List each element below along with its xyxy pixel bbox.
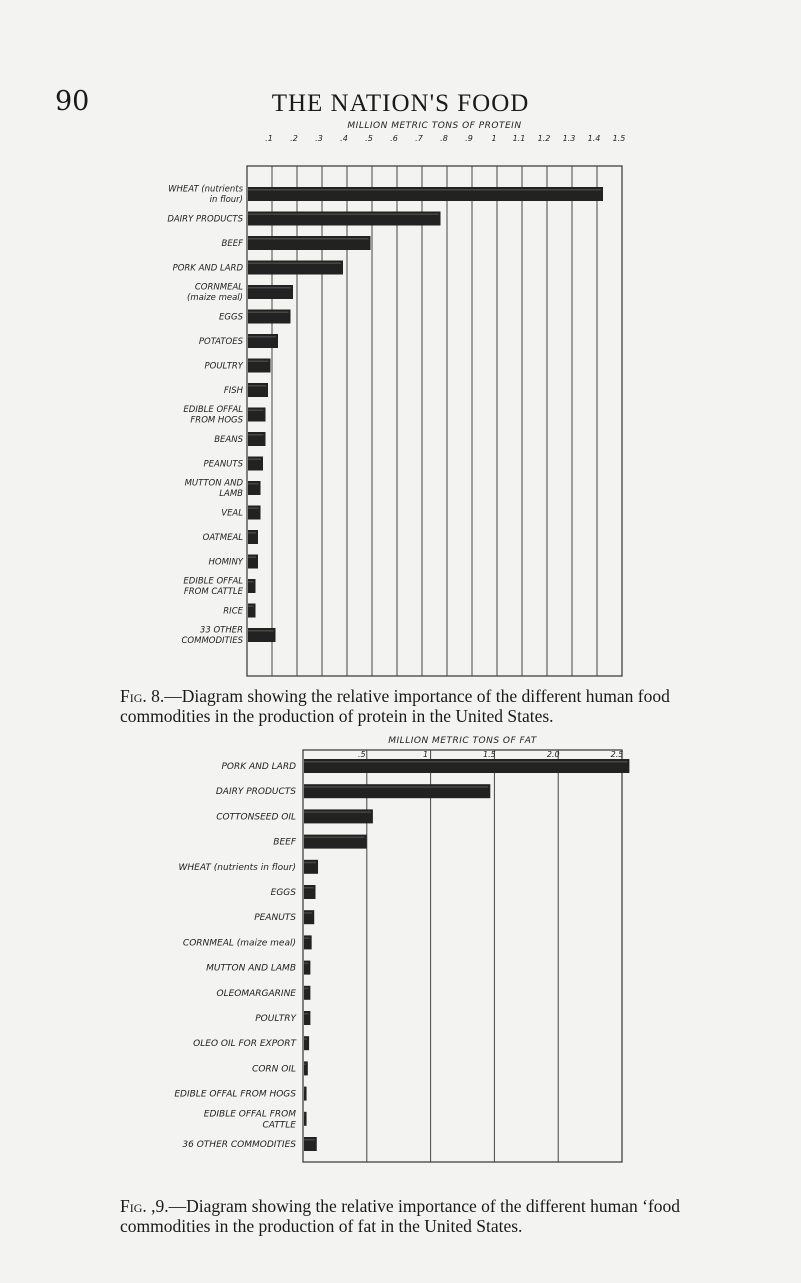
- category-label-line: PEANUTS: [254, 913, 296, 924]
- x-tick-label: .9: [465, 134, 473, 143]
- category-label: [219, 312, 244, 322]
- x-tick-label: 1: [491, 134, 497, 143]
- bar-highlight: [248, 410, 264, 412]
- category-label: [167, 214, 243, 224]
- category-label-line: in flour): [209, 195, 243, 206]
- bar-highlight: [304, 1013, 308, 1015]
- category-label-line: HOMINY: [208, 557, 243, 568]
- bar-highlight: [304, 1038, 307, 1040]
- category-label-line: RICE: [223, 606, 243, 617]
- x-tick-label: .6: [390, 134, 398, 143]
- category-label-line: EDIBLE OFFAL: [183, 576, 243, 587]
- category-label: [216, 787, 296, 797]
- category-label: [214, 435, 243, 445]
- category-label-line: BEANS: [214, 434, 243, 445]
- chart-title: MILLION METRIC TONS OF FAT: [388, 736, 537, 746]
- category-label: [181, 626, 243, 647]
- category-label-line: EDIBLE OFFAL FROM HOGS: [174, 1089, 296, 1100]
- bar-highlight: [304, 837, 365, 839]
- category-label: [222, 239, 244, 249]
- category-label: [203, 533, 244, 543]
- bar-highlight: [304, 988, 308, 990]
- category-label-line: (maize meal): [187, 293, 243, 304]
- x-tick-label: 1: [423, 750, 429, 759]
- x-tick-label: .4: [340, 134, 348, 143]
- category-label: [183, 938, 296, 948]
- bar-highlight: [248, 508, 259, 510]
- x-tick-label: .5: [365, 134, 373, 143]
- category-label: [185, 479, 244, 500]
- x-tick-label: 2.0: [546, 750, 560, 759]
- x-tick-label: .5: [357, 750, 366, 759]
- category-label-line: BEEF: [221, 238, 243, 249]
- category-label-line: FROM HOGS: [190, 415, 243, 426]
- category-label-line: COTTONSEED OIL: [216, 812, 296, 823]
- category-label-line: CATTLE: [262, 1120, 296, 1131]
- category-label: [223, 606, 243, 616]
- category-label-line: MUTTON AND LAMB: [206, 963, 296, 974]
- bar-highlight: [304, 1089, 305, 1091]
- category-label-line: DAIRY PRODUCTS: [167, 214, 243, 225]
- protein-chart: [167, 121, 625, 676]
- bar-highlight: [304, 1139, 315, 1141]
- bar-highlight: [248, 361, 269, 363]
- category-label-line: POULTRY: [255, 1014, 296, 1024]
- category-label-line: EDIBLE OFFAL: [183, 405, 243, 416]
- figure-9-caption: [120, 1196, 740, 1236]
- category-label-line: PORK AND LARD: [172, 263, 243, 274]
- category-label-line: POTATOES: [198, 336, 243, 347]
- bar-highlight: [248, 214, 439, 216]
- category-label-line: POULTRY: [204, 361, 243, 372]
- running-head: THE NATION'S FOOD: [271, 90, 530, 117]
- bar-highlight: [248, 385, 266, 387]
- bar-highlight: [248, 606, 254, 608]
- category-label: [174, 1090, 296, 1100]
- bar-highlight: [248, 557, 256, 559]
- figure-8-caption: [120, 686, 740, 726]
- category-label: [204, 459, 244, 469]
- bar-highlight: [248, 434, 264, 436]
- figure-8-label: Fig.: [120, 686, 147, 706]
- category-label-line: OATMEAL: [202, 532, 243, 543]
- category-label-line: EGGS: [219, 312, 243, 323]
- x-tick-label: 1.5: [612, 134, 626, 143]
- x-tick-label: .2: [290, 134, 298, 143]
- category-label: [255, 1014, 297, 1024]
- category-label-line: FISH: [223, 385, 243, 396]
- category-label-line: MUTTON AND: [184, 478, 243, 489]
- category-label-line: CORNMEAL (maize meal): [182, 938, 296, 949]
- category-label-line: PEANUTS: [203, 459, 243, 470]
- x-tick-label: .1: [265, 134, 273, 143]
- category-label: [271, 888, 297, 898]
- category-label-line: EGGS: [270, 888, 296, 898]
- bar-highlight: [304, 937, 310, 939]
- category-label-line: COMMODITIES: [181, 636, 243, 647]
- category-label-line: PORK AND LARD: [221, 762, 296, 772]
- category-label-line: 33 OTHER: [199, 625, 243, 636]
- category-label: [182, 1140, 296, 1150]
- x-tick-label: .3: [315, 134, 323, 143]
- category-label: [252, 1064, 296, 1074]
- chart-title: MILLION METRIC TONS OF PROTEIN: [347, 121, 522, 131]
- bar-highlight: [304, 786, 488, 788]
- category-label-line: BEEF: [273, 837, 296, 848]
- bar-highlight: [248, 287, 291, 289]
- category-label: [183, 577, 243, 598]
- category-label: [221, 762, 296, 772]
- category-label-line: 36 OTHER COMMODITIES: [182, 1140, 296, 1150]
- figure-8-caption-text: 8.—Diagram showing the relative importance of the different human food commodities in the production of protein in the United States.: [120, 686, 670, 726]
- x-tick-label: .7: [415, 134, 423, 143]
- bar-highlight: [304, 1114, 305, 1116]
- page-number: 90: [55, 86, 90, 117]
- category-label-line: LAMB: [219, 489, 243, 500]
- category-label: [224, 386, 244, 396]
- fat-chart: [174, 736, 629, 1162]
- category-label-line: WHEAT (nutrients: [168, 184, 243, 195]
- category-label: [273, 838, 297, 848]
- bar-highlight: [248, 238, 369, 240]
- figure-9-label: Fig.: [120, 1196, 147, 1216]
- category-label: [183, 405, 243, 426]
- category-label: [168, 185, 243, 206]
- x-tick-label: 1.2: [537, 134, 551, 143]
- category-label: [216, 989, 296, 999]
- category-label: [206, 964, 296, 974]
- category-label: [221, 508, 243, 518]
- category-label-line: WHEAT (nutrients in flour): [178, 862, 296, 873]
- bar-highlight: [248, 483, 259, 485]
- category-label: [199, 337, 244, 347]
- category-label-line: DAIRY PRODUCTS: [215, 787, 296, 798]
- figure-9-caption-text: ,9.—Diagram showing the relative importance of the different human ‘food commodities in the production of fat in the United States.: [120, 1196, 681, 1236]
- bar-highlight: [248, 336, 276, 338]
- category-label-line: FROM CATTLE: [183, 587, 243, 598]
- bar-highlight: [248, 312, 289, 314]
- category-label: [193, 1039, 297, 1049]
- category-label: [179, 863, 296, 873]
- category-label: [187, 283, 243, 304]
- bar-highlight: [248, 532, 256, 534]
- bar-highlight: [248, 581, 254, 583]
- category-label: [216, 812, 296, 822]
- category-label-line: OLEO OIL FOR EXPORT: [193, 1039, 296, 1050]
- category-label-line: EDIBLE OFFAL FROM: [203, 1109, 296, 1120]
- bar-highlight: [304, 887, 313, 889]
- x-tick-label: 1.3: [562, 134, 576, 143]
- category-label-line: VEAL: [221, 508, 243, 519]
- bar-highlight: [304, 862, 316, 864]
- category-label: [254, 913, 296, 923]
- x-tick-label: 1.1: [512, 134, 526, 143]
- bar-highlight: [248, 263, 341, 265]
- category-label-line: OLEOMARGARINE: [216, 988, 296, 999]
- bar-highlight: [304, 912, 312, 914]
- category-label: [209, 557, 244, 567]
- bar-highlight: [248, 459, 261, 461]
- category-label: [173, 263, 244, 273]
- category-label: [205, 361, 244, 371]
- x-tick-label: 2.5: [610, 750, 624, 759]
- category-label-line: CORNMEAL: [194, 282, 243, 293]
- bar-highlight: [304, 1063, 306, 1065]
- bar-highlight: [248, 630, 274, 632]
- bar-highlight: [304, 963, 308, 965]
- x-tick-label: 1.5: [483, 750, 496, 759]
- bar-highlight: [304, 761, 627, 763]
- category-label: [204, 1109, 297, 1130]
- x-tick-label: 1.4: [587, 134, 601, 143]
- bar-highlight: [248, 189, 601, 191]
- category-label-line: CORN OIL: [252, 1064, 296, 1075]
- x-tick-label: .8: [440, 134, 448, 143]
- bar-highlight: [304, 811, 371, 813]
